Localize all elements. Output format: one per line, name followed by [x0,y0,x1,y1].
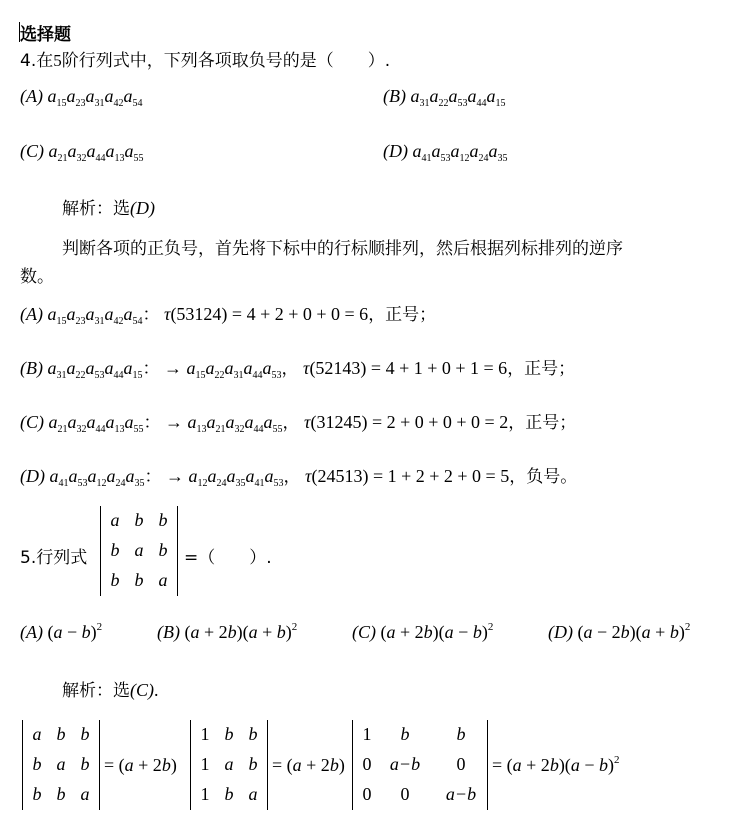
det-cell: b [32,754,42,774]
q5-option-d: (D) $(a - 2b)(a + b)^2$ [548,621,691,642]
det-cell: a [248,784,258,804]
det-cell: 0 [362,754,372,774]
det-cell: a [134,540,144,560]
det-cell: 1 [200,754,210,774]
det-cell: a [224,754,234,774]
q5-answer-choice: (C). [130,680,159,700]
det-cell: a [158,570,168,590]
solution-factor-1: = (a + 2b) [104,755,177,775]
det-cell: b [158,510,168,530]
q4-option-b-label: (B) [383,86,406,106]
det-cell: b [456,724,466,744]
det-cell: a [80,784,90,804]
solution-determinant-3 [352,720,488,810]
q4-option-d-term: $a_{41}a_{53}a_{12}a_{24}a_{35}$ [412,141,508,164]
det-cell: b [80,724,90,744]
q4-row-a: (A) $a_{15}a_{23}a_{31}a_{42}a_{54}$： τ(53124) = 4 + 2 + 0 + 0 = 6，正号； [20,304,437,327]
q4-option-c [20,141,144,162]
det-cell: 0 [400,784,410,804]
q4-row-b: (B) $a_{31}a_{22}a_{53}a_{44}a_{15}$： → $a_{15}a_{22}a_{31}a_{44}a_{53}$， τ(52143) = 4 + 1 + 0 + 1 = 6，正号； [20,358,576,381]
det-cell: b [400,724,410,744]
det-cell: b [80,754,90,774]
q4-row-d: (D) $a_{41}a_{53}a_{12}a_{24}a_{35}$： → $a_{12}a_{24}a_{35}a_{41}a_{53}$， τ(24513) = 1 + 2 + 2 + 0 = 5，负号。 [20,466,578,489]
q4-option-c-label: (C) [20,141,44,161]
det-cell: 0 [456,754,466,774]
q5-determinant [100,506,178,596]
solution-determinant-1 [22,720,100,810]
det-cell: 0 [362,784,372,804]
det-cell: b [32,784,42,804]
det-cell: b [110,570,120,590]
det-cell: a [56,754,66,774]
section-heading: 选择题 [20,25,71,45]
det-cell: a [32,724,42,744]
q4-stem-num: 5 [53,51,62,70]
q4-option-b-term: $a_{31}a_{22}a_{53}a_{44}a_{15}$ [410,86,506,109]
q5-stem-post: =（ ）. [184,548,272,568]
q4-option-d-label: (D) [383,141,408,161]
det-cell: b [110,540,120,560]
q5-answer [62,676,159,701]
det-cell: a [110,510,120,530]
det-cell: b [56,784,66,804]
det-cell: b [158,540,168,560]
q5-option-b: (B) $(a + 2b)(a + b)^2$ [157,621,298,642]
q4-option-b [383,86,505,107]
q4-answer-prefix: 解析：选 [62,199,130,219]
det-cell: b [134,510,144,530]
solution-factor-2: = (a + 2b) [272,755,345,775]
q4-explanation-line2: 数。 [20,267,54,287]
det-cell: b [224,724,234,744]
det-cell: 1 [200,784,210,804]
solution-determinant-2 [190,720,268,810]
det-cell: a−b [389,754,421,774]
det-cell: b [134,570,144,590]
q4-answer [62,194,155,219]
det-cell: b [56,724,66,744]
q4-explanation-line1: 判断各项的正负号，首先将下标中的行标顺排列，然后根据列标排列的逆序 [62,239,623,259]
q4-option-a-label: (A) [20,86,43,106]
q4-stem-pre: 4.在 [20,51,54,71]
q5-answer-prefix: 解析：选 [62,681,130,701]
det-cell: a−b [445,784,477,804]
q4-row-c: (C) $a_{21}a_{32}a_{44}a_{13}a_{55}$： → $a_{13}a_{21}a_{32}a_{44}a_{55}$， τ(31245) = 2 + 0 + 0 + 0 = 2，正号； [20,412,577,435]
q5-option-c: (C) $(a + 2b)(a - b)^2$ [352,621,494,642]
q5-stem-pre: 5.行列式 [20,548,88,568]
q4-option-d [383,141,508,162]
q4-option-a [20,86,142,107]
q4-option-c-term: $a_{21}a_{32}a_{44}a_{13}a_{55}$ [48,141,144,164]
q4-stem [20,46,390,71]
q4-answer-choice: (D) [130,198,155,218]
q4-stem-post: 阶行列式中，下列各项取负号的是（ ）. [61,51,391,71]
det-cell: b [248,724,258,744]
det-cell: b [248,754,258,774]
det-cell: b [224,784,234,804]
q5-option-a: (A) $(a - b)^2$ [20,621,103,642]
q4-option-a-term: $a_{15}a_{23}a_{31}a_{42}a_{54}$ [47,86,143,109]
det-cell: 1 [362,724,372,744]
solution-result: = $(a + 2b)(a - b)^2$ [492,754,620,775]
det-cell: 1 [200,724,210,744]
